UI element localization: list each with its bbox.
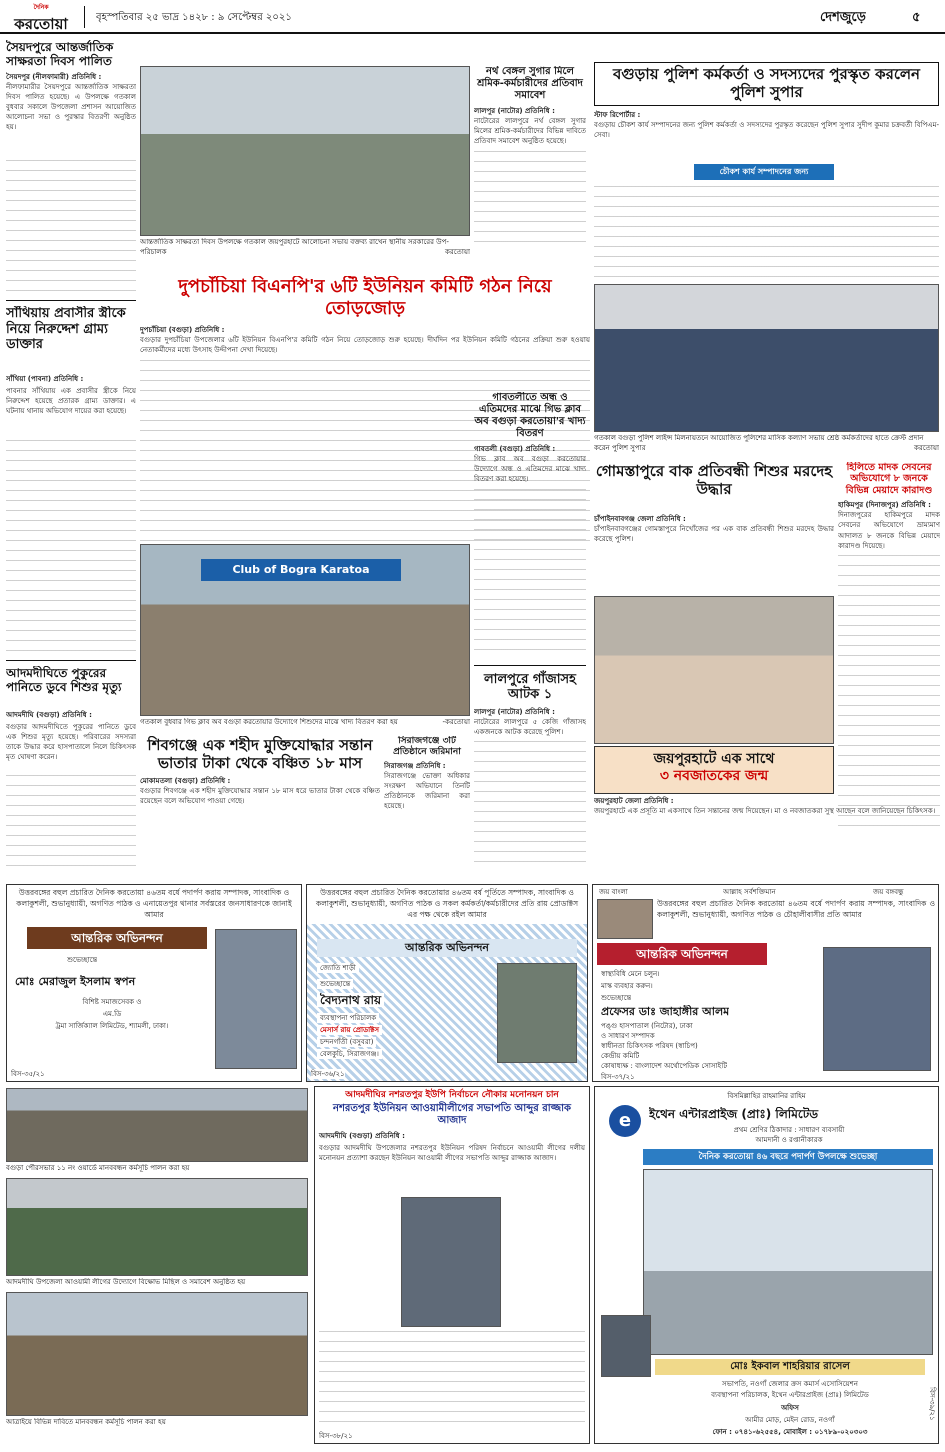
person-role: ব্যবস্থাপনা পরিচালক, ইথেন এন্টারপ্রাইজ (প্রাঃ) লিমিটেড — [711, 1391, 869, 1399]
page-number: ৫ — [912, 10, 921, 25]
story-body: সিরাজগঞ্জে ভোক্তা অধিকার সংরক্ষণ অভিযানে তিনটি প্রতিষ্ঠানকে জরিমানা করা হয়েছে। — [384, 771, 470, 811]
greeting-ad-2[interactable] — [306, 884, 588, 1082]
photo-caption: আদমদীঘি উপজেলা আওয়ামী লীগের উদ্যোগে বিক্ষোভ মিছিল ও সমাবেশ অনুষ্ঠিত হয় — [6, 1278, 246, 1286]
story-byline: সিরাজগঞ্জ প্রতিনিধি : — [384, 761, 446, 770]
greeting-ad-3[interactable] — [592, 884, 939, 1082]
company-logo: e — [609, 1105, 641, 1137]
office-address: আমীর মোড়, মেইন রোড, নওগাঁ — [745, 1416, 835, 1424]
section-name: দেশজুড়ে — [820, 10, 866, 25]
story-title[interactable]: হিলিতে মাদক সেবনের অভিযোগে ৮ জনকে বিভিন্ন মেয়াদে কারাদণ্ড — [845, 462, 933, 496]
advertiser-role: ব্যবস্থাপনা পরিচালক — [317, 1013, 379, 1023]
caption-text: আন্তর্জাতিক সাক্ষরতা দিবস উপলক্ষে গতকাল জয়পুরহাটে আলোচনা সভায় বক্তব্য রাখেন স্থানীয় সরকারের উপ-পরিচালক — [140, 238, 449, 256]
ad-text: উত্তরবঙ্গের বহুল প্রচারিত দৈনিক করতোয়া ৪৬তম বর্ষে পদার্পণ করায় সম্পাদক, সাংবাদিক ও কলাকুশলী, শুভানুধ্যায়ী, অগণিত পাঠক ও চৌহালীবাসীর প্রতি আমার — [657, 899, 935, 919]
advertiser-name: বৈদ্যনাথ রায় — [317, 993, 384, 1007]
story-body: পাবনার সাঁথিয়ায় এক প্রবাসীর স্ত্রীকে নিয়ে নিরুদ্দেশ হয়েছে প্রতারক গ্রাম্য ডাক্তার। এ ঘটনায় থানায় অভিযোগ দায়ের করা হয়েছে। — [6, 387, 136, 416]
gomastapur-story — [594, 514, 834, 594]
story-byline: আদমদীঘি (বগুড়া) প্রতিনিধি : — [319, 1131, 405, 1140]
logo-name: করতোয়া — [14, 15, 68, 32]
advertiser-org: মেসার্স রায় প্রোডাক্টস — [317, 1025, 382, 1035]
caption-credit: করতোয়া — [445, 247, 470, 256]
photo-caption — [140, 718, 470, 728]
story-byline: স্টাফ রিপোর্টার : — [594, 111, 641, 119]
office-label: অফিস — [781, 1404, 799, 1412]
story-byline: সাঁথিয়া (পাবনা) প্রতিনিধি : — [6, 375, 84, 383]
ad-text: উত্তরবঙ্গের বহুল প্রচারিত দৈনিক করতোয়া ৪৬তম বর্ষে পদার্পণ করায় সম্পাদক, সাংবাদিক ও কলাকুশলী, শুভানুধ্যায়ী, অগণিত পাঠক ও এনায়েতপুর থানার সর্বস্তরের জনসাধারণকে জানাই আমার — [16, 888, 292, 919]
text-lines — [474, 151, 586, 251]
divider — [474, 665, 586, 666]
leaders-photo — [597, 899, 653, 939]
logo-top: দৈনিক — [33, 4, 49, 11]
story-body: নাটোরের লালপুরে ৫ কেজি গাঁজাসহ একজনকে আটক করেছে পুলিশ। — [474, 717, 586, 737]
text-lines — [319, 1331, 585, 1431]
tag-label: চৌকশ কার্য সম্পাদনের জন্য — [694, 164, 834, 180]
greeting-label: শুভেচ্ছান্তে — [317, 979, 353, 989]
police-photo — [594, 284, 939, 432]
story-title[interactable]: জয়পুরহাটে এক সাথে — [653, 751, 775, 767]
story-subtitle: ৩ নবজাতকের জন্ম — [659, 767, 769, 784]
caption-credit: করতোয়া — [914, 443, 939, 452]
advertiser-name: মোঃ মেরাজুল ইসলাম স্বপন — [15, 975, 136, 988]
story-title[interactable]: সাঁথিয়ায় প্রবাসীর স্ত্রীকে নিয়ে নিরুদ্দেশ গ্রাম্য ডাক্তার — [6, 306, 126, 353]
greeting-banner: আন্তরিক অভিনন্দন — [597, 943, 767, 965]
food-distribution-photo — [140, 544, 470, 716]
text-lines — [6, 440, 136, 655]
story-byline: জয়পুরহাট জেলা প্রতিনিধি : — [594, 797, 674, 805]
advertiser-role: ও সাধারণ সম্পাদক — [601, 1032, 655, 1040]
text-lines — [474, 489, 586, 659]
advertiser-role: এম.ডি — [102, 1010, 122, 1018]
joypurhat-story — [594, 796, 939, 878]
ad-code: বিস-৩৯/২১ — [928, 1387, 936, 1421]
story-byline: মোকামতলা (বগুড়া) প্রতিনিধি : — [140, 777, 231, 785]
story-body: জয়পুরহাটে এক প্রসূতি মা একসাথে তিন সন্তানের জন্ম দিয়েছেন। মা ও নবজাতকরা সুস্থ আছেন বলে জানিয়েছেন চিকিৎসক। — [594, 807, 936, 816]
photo-caption — [594, 434, 939, 454]
story-body: নাটোরের লালপুরে নর্থ বেঙ্গল সুগার মিলের শ্রমিক-কর্মচারীদের বিভিন্ন দাবিতে প্রতিবাদ সমাবেশ অনুষ্ঠিত হয়েছে। — [474, 117, 586, 146]
advertiser-portrait — [215, 929, 297, 1069]
story-byline: সৈয়দপুর (নীলফামারী) প্রতিনিধি : — [6, 72, 102, 81]
story-body: নীলফামারীর সৈয়দপুরে আন্তর্জাতিক সাক্ষরতা দিবস পালিত হয়েছে। এ উপলক্ষে গতকাল বুধবার সকালে উপজেলা প্রশাসন আয়োজিত আলোচনা সভা ও পুরস্কার বিতরণী অনুষ্ঠিত হয়। — [6, 82, 136, 132]
text-lines — [6, 775, 136, 875]
greeting-strip: দৈনিক করতোয়া ৪৬ বছরে পদার্পণ উপলক্ষে শুভেচ্ছা — [643, 1149, 933, 1165]
ethen-ad[interactable] — [594, 1086, 939, 1444]
advertiser-role: স্বাধীনতা চিকিৎসক পরিষদ (স্বাচিপ) — [601, 1042, 698, 1050]
ad-code: বিস-৩৬/২১ — [311, 1070, 345, 1078]
advertiser-org: চন্দনগাঁতী (বসুবরা) — [317, 1037, 376, 1047]
text-lines — [6, 160, 136, 295]
nomination-ad[interactable] — [314, 1086, 590, 1444]
advertiser-role: কোষাধ্যক্ষ : বাংলাদেশ অর্থোপেডিক সোসাইটি — [601, 1062, 728, 1070]
greeting-label: শুভেচ্ছান্তে — [67, 956, 98, 964]
protest-photo-3 — [6, 1292, 308, 1416]
office-phone: ফোন : ০৭৪১-৬২৫৫৪, মোবাইল : ০১৭৮৯-০২০৩০৩ — [712, 1428, 868, 1436]
advertiser-name: প্রফেসর ডাঃ জাহাঙ্গীর আলম — [601, 1005, 730, 1018]
protest-photo-1 — [6, 1088, 308, 1162]
story-title[interactable]: গোমস্তাপুরে বাক প্রতিবন্ধী শিশুর মরদেহ উদ্ধার — [595, 462, 833, 498]
story-byline: আদমদীঘি (বগুড়া) প্রতিনিধি : — [6, 711, 92, 719]
story-body: বগুড়ার দুপচাঁচিয়া উপজেলার ৬টি ইউনিয়ন বিএনপি'র কমিটি গঠন নিয়ে তোড়জোড় শুরু হয়েছে। দীর্ঘদিন পর ইউনিয়ন কমিটি গঠনের প্রক্রিয়া শুরু হওয়ায় নেতাকর্মীদের মধ্যে উৎসাহ উদ্দীপনা দেখা দিয়েছে। — [140, 336, 590, 355]
bottom-story — [140, 736, 380, 876]
advertiser-role: বিশিষ্ট সমাজসেবক ও — [82, 998, 142, 1006]
newborn-photo — [594, 596, 834, 744]
story-byline: লালপুর (নাটোর) প্রতিনিধি : — [474, 107, 555, 115]
ad-tag: জ্যোতি শাড়ী — [317, 963, 359, 973]
caption-credit: -করতোয়া — [442, 718, 470, 726]
story-title[interactable]: গাবতলীতে অন্ধ ও এতিমদের মাঝে গিভ ক্লাব অব বগুড়া করতোয়া'র খাদ্য বিতরণ — [474, 392, 586, 439]
main-headline[interactable]: দুপচাঁচিয়া বিএনপি'র ৬টি ইউনিয়ন কমিটি গঠন নিয়ে তোড়জোড় — [178, 276, 552, 319]
ad-banner: বিসমিল্লাহির রাহমানির রাহিম — [727, 1092, 806, 1100]
greeting-banner: আন্তরিক অভিনন্দন — [27, 927, 207, 949]
story-kicker: আদমদীঘির নশরতপুর ইউপি নির্বাচনে নৌকার মনোনয়ন চান — [345, 1090, 559, 1100]
story-title[interactable]: আদমদীঘিতে পুকুরের পানিতে ডুবে শিশুর মৃত্যু — [6, 666, 122, 695]
story-title[interactable]: নর্থ বেঙ্গল সুগার মিলে শ্রমিক-কর্মচারীদের প্রতিবাদ সমাবেশ — [477, 66, 583, 101]
story-byline: লালপুর (নাটোর) প্রতিনিধি : — [474, 707, 555, 716]
building-photo — [643, 1169, 933, 1355]
greeting-ad-1[interactable] — [6, 884, 302, 1082]
advertiser-portrait — [497, 963, 577, 1063]
story-byline: দুপচাঁচিয়া (বগুড়া) প্রতিনিধি : — [140, 326, 225, 335]
divider — [6, 660, 136, 661]
story-title[interactable]: লালপুরে গাঁজাসহ আটক ১ — [484, 671, 576, 703]
story-body: দিনাজপুরের হাকিমপুরে মাদক সেবনের অভিযোগে ভ্রাম্যমাণ আদালত ৮ জনকে বিভিন্ন মেয়াদে কারাদণ্ড দিয়েছে। — [838, 511, 940, 550]
newspaper-logo[interactable] — [6, 2, 76, 32]
protest-photo-2 — [6, 1178, 308, 1276]
caption-text: গতকাল বুধবার গিভ ক্লাব অব বগুড়া করতোয়ার উদ্যোগে শিশুদের মাঝে খাদ্য বিতরণ করা হয় — [140, 718, 398, 726]
text-lines — [474, 741, 586, 871]
banner: Club of Bogra Karatoa — [201, 559, 401, 581]
story-body: চাঁপাইনবাবগঞ্জের গোমস্তাপুরে নিখোঁজের পর এক বাক প্রতিবন্ধী শিশুর মরদেহ উদ্ধার করেছে পুলিশ। — [594, 525, 834, 544]
company-name: ইথেন এন্টারপ্রাইজ (প্রাঃ) লিমিটেড — [649, 1107, 819, 1121]
joypurhat-headline — [594, 746, 834, 794]
police-headline-box — [594, 62, 939, 106]
story-title: নশরতপুর ইউনিয়ন আওয়ামীলীগের সভাপতি আব্দুর রাজ্জাক আজাদ — [333, 1102, 571, 1126]
divider — [6, 300, 136, 301]
issue-date: বৃহস্পতিবার ২৫ ভাদ্র ১৪২৮ : ৯ সেপ্টেম্বর ২০২১ — [96, 12, 292, 23]
story-body: গিভ ক্লাব অব বগুড়া করতোয়ার উদ্যোগে অন্ধ ও এতিমদের মাঝে খাদ্য বিতরণ করা হয়েছে। — [474, 455, 586, 484]
person-name: মোঃ ইকবাল শাহরিয়ার রাসেল — [655, 1359, 925, 1375]
advertiser-org: ট্রমা সার্জিক্যাল লিমিটেড, শ্যামলী, ঢাকা। — [55, 1022, 169, 1030]
story-title[interactable]: সৈয়দপুরে আন্তর্জাতিক সাক্ষরতা দিবস পালিত — [6, 40, 114, 69]
center-right-column — [474, 392, 586, 878]
ad-code: বিস-৩৮/২১ — [319, 1432, 353, 1440]
slogan-center: আল্লাহ সর্বশক্তিমান — [723, 888, 776, 896]
candidate-portrait — [401, 1197, 501, 1327]
left-column — [6, 40, 136, 880]
story-body: বগুড়ার শিবগঞ্জে এক শহীদ মুক্তিযোদ্ধার সন্তান ১৮ মাস ধরে ভাতার টাকা থেকে বঞ্চিত রয়েছেন বলে অভিযোগ পাওয়া গেছে। — [140, 787, 380, 806]
photo-caption: বগুড়া পৌরসভার ১১ নং ওয়ার্ডে মানববন্ধন কর্মসূচি পালন করা হয় — [6, 1164, 190, 1172]
story-byline: চাঁপাইনবাবগঞ্জ জেলা প্রতিনিধি : — [594, 515, 686, 523]
advertiser-role: পঙ্গু হাসপাতাল (নিটোর), ঢাকা — [601, 1022, 693, 1030]
side-story — [474, 66, 586, 292]
caption-text: গতকাল বগুড়া পুলিশ লাইন্স মিলনায়তনে আয়োজিত পুলিশের মাসিক কল্যাণ সভায় শ্রেষ্ঠ কর্মকর্তাদের হাতে ক্রেস্ট প্রদান করেন পুলিশ সুপার — [594, 434, 924, 452]
advertiser-role: কেন্দ্রীয় কমিটি — [601, 1052, 640, 1060]
ad-bullet: স্বাস্থ্যবিধি মেনে চলুন। — [601, 970, 660, 978]
story-body: বগুড়ায় চৌকশ কার্য সম্পাদনের জন্য পুলিশ কর্মকর্তা ও সদস্যদের পুরস্কৃত করেছেন পুলিশ সুপার সুদীপ কুমার চক্রবর্তী বিপিএম-সেবা। — [594, 121, 939, 140]
story-byline: গাবতলী (বগুড়া) প্রতিনিধি : — [474, 445, 556, 453]
person-role: সভাপতি, নওগাঁ জেলার ক্রস কমার্স এসোসিয়েশন — [722, 1380, 858, 1388]
slogan-right: জয় বঙ্গবন্ধু — [873, 888, 904, 896]
story-title[interactable]: সিরাজগঞ্জে ৩টি প্রতিষ্ঠানে জরিমানা — [393, 736, 461, 757]
ad-code: বিস-৩৭/২১ — [601, 1073, 635, 1081]
text-lines — [838, 555, 940, 835]
company-class: প্রথম শ্রেণির ঠিকাদার : সাধারণ ব্যবসায়ী — [733, 1126, 845, 1134]
photo-caption: আত্রাইয়ে বিভিন্ন দাবিতে মানববন্ধন কর্মসূচি পালন করা হয় — [6, 1418, 166, 1426]
advertiser-org: বেলকুচি, সিরাজগঞ্জ। — [317, 1049, 382, 1059]
story-body: বগুড়ার আদমদীঘিতে পুকুরের পানিতে ডুবে এক শিশুর মৃত্যু হয়েছে। পরিবারের সদস্যরা তাকে উদ্ধার করে হাসপাতালে নিলে চিকিৎসক মৃত ঘোষণা করেন। — [6, 723, 136, 762]
header-divider — [84, 6, 85, 28]
ad-text: উত্তরবঙ্গের বহুল প্রচারিত দৈনিক করতোয়ার ৪৬তম বর্ষ পূর্তিতে সম্পাদক, সাংবাদিক ও কলাকুশলী, শুভানুধ্যায়ী, অগণিত পাঠক ও সকল কর্মকর্তা/কর্মচারীদের প্রতি রায় প্রোডাক্টস এর পক্ষ থেকে রইল আমার — [307, 885, 587, 924]
advertiser-portrait — [823, 947, 931, 1071]
seminar-photo — [140, 66, 470, 236]
police-story — [594, 110, 939, 282]
photo-caption — [140, 238, 470, 258]
page-header — [0, 0, 945, 34]
person-portrait — [601, 1315, 651, 1377]
company-class: আমদানী ও রপ্তানীকারক — [755, 1136, 823, 1144]
ad-bullet: মাস্ক ব্যবহার করুন। — [601, 982, 653, 990]
gomastapur-headline — [594, 462, 834, 512]
story-byline: হাকিমপুর (দিনাজপুর) প্রতিনিধি : — [838, 501, 931, 510]
ad-code: বিস-৩৫/২১ — [11, 1070, 45, 1078]
text-lines — [594, 186, 939, 280]
sirajganj-story — [384, 736, 470, 876]
story-title[interactable]: বগুড়ায় পুলিশ কর্মকর্তা ও সদস্যদের পুরস্কৃত করলেন পুলিশ সুপার — [613, 65, 920, 101]
story-title[interactable]: শিবগঞ্জে এক শহীদ মুক্তিযোদ্ধার সন্তান ভাতার টাকা থেকে বঞ্চিত ১৮ মাস — [147, 736, 373, 772]
greeting-label: শুভেচ্ছান্তে — [601, 994, 632, 1002]
story-body: বগুড়ার আদমদীঘি উপজেলার নশরতপুর ইউনিয়ন পরিষদ নির্বাচনে আওয়ামী লীগের দলীয় মনোনয়ন প্রত্যাশা করছেন ইউনিয়ন আওয়ামী লীগের সভাপতি আব্দুর রাজ্জাক আজাদ। — [319, 1143, 585, 1163]
greeting-banner: আন্তরিক অভিনন্দন — [317, 939, 577, 957]
slogan-left: জয় বাংলা — [599, 888, 628, 896]
